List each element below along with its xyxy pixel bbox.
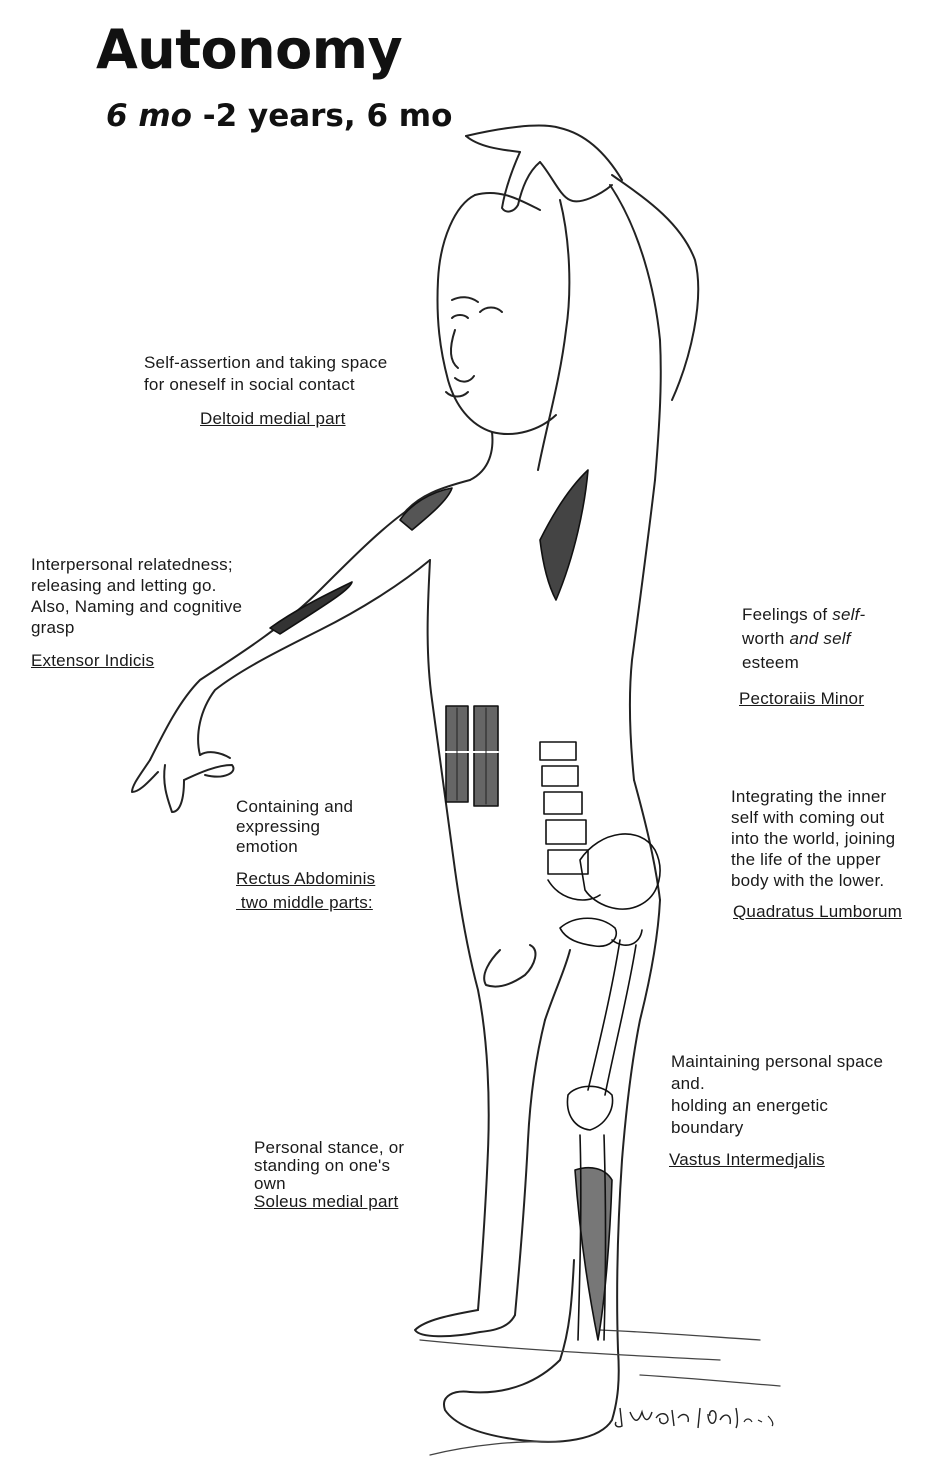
pelvis — [580, 834, 660, 909]
extensor-indicis-muscle — [270, 582, 352, 634]
muscle-label: Deltoid medial part — [200, 409, 346, 428]
muscle-label: Rectus Abdominis — [236, 869, 376, 888]
annotation-quadratus-lumborum — [731, 786, 902, 922]
annotation-description: Maintaining personal space and. holding an energetic boundary — [671, 1052, 884, 1137]
annotation-description: Integrating the inner self with coming out into the world, joining the life of the upper body with the lower. — [731, 787, 896, 890]
page-title: Autonomy — [96, 18, 403, 81]
muscle-label: Quadratus Lumborum — [733, 902, 902, 921]
femur-head — [560, 918, 616, 946]
annotation-description: Self-assertion and taking space for oneself in social contact — [144, 353, 388, 394]
annotation-pectoralis-minor — [739, 603, 866, 711]
head — [437, 193, 556, 434]
subtitle-rest: -2 years, 6 mo — [191, 98, 453, 134]
spine-vertebrae — [540, 742, 588, 874]
desc-part-italic: self- — [832, 605, 866, 624]
muscle-label-line2: two middle parts: — [236, 893, 373, 912]
raised-arm — [466, 126, 698, 480]
desc-part: Feelings of — [742, 605, 833, 624]
annotation-rectus-abdominis — [236, 797, 375, 915]
rectus-abdominis-muscle — [446, 706, 498, 806]
muscle-label: Extensor Indicis — [31, 651, 155, 670]
femur — [588, 930, 642, 1095]
subtitle-italic: 6 mo — [106, 98, 192, 134]
desc-part: worth — [742, 629, 790, 648]
pectoralis-minor-muscle — [540, 470, 588, 600]
page-subtitle — [106, 98, 452, 134]
annotation-description: Personal stance, or standing on one's own — [254, 1138, 405, 1193]
desc-part-italic: and self — [789, 629, 851, 648]
annotation-vastus-intermedialis — [671, 1051, 883, 1171]
annotation-deltoid — [144, 352, 387, 430]
annotation-description: Interpersonal relatedness; releasing and letting go. Also, Naming and cognitive grasp — [31, 555, 243, 637]
annotation-description — [742, 603, 865, 675]
annotation-soleus — [254, 1139, 404, 1211]
muscle-label: Soleus medial part — [254, 1192, 399, 1211]
muscle-label: Pectoraiis Minor — [739, 689, 865, 708]
desc-part: esteem — [742, 653, 799, 672]
muscle-label: Vastus Intermedjalis — [669, 1150, 825, 1169]
sacrum — [548, 880, 600, 900]
annotation-extensor-indicis — [31, 554, 242, 671]
artist-signature — [612, 1398, 792, 1434]
legs — [415, 870, 660, 1442]
annotation-description: Containing and expressing emotion — [236, 797, 354, 856]
